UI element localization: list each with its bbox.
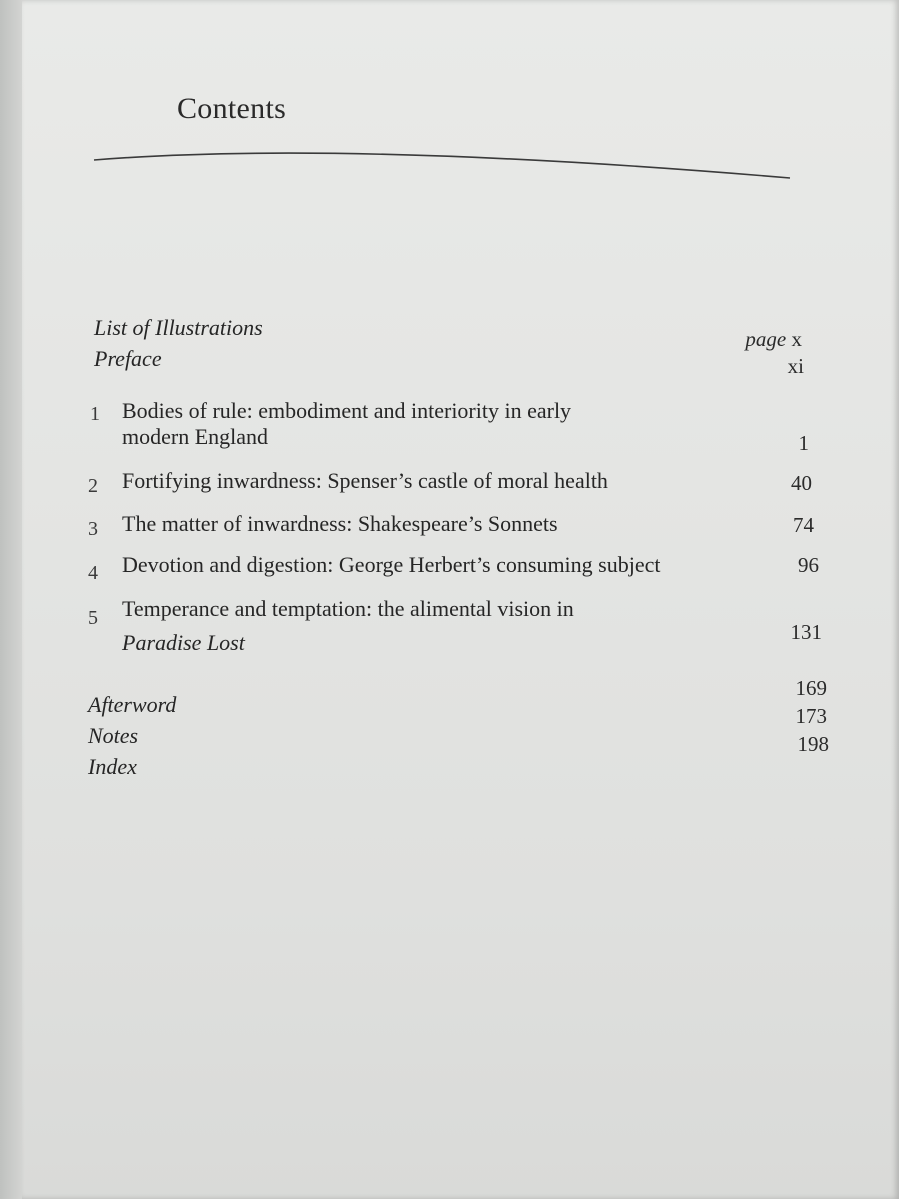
toc-entry-index: Index [88, 754, 137, 779]
toc-page-preface: xi [787, 354, 804, 378]
chapter-number: 5 [88, 607, 98, 629]
chapter-title-line: Bodies of rule: embodiment and interiority in early [122, 398, 572, 423]
chapter-page: 96 [798, 553, 819, 577]
toc-page-index: 198 [797, 732, 829, 756]
spine-shadow [0, 0, 22, 1199]
book-page [22, 0, 899, 1199]
chapter-number: 3 [88, 518, 98, 540]
page-prefix: page [745, 327, 787, 351]
title-rule [92, 140, 792, 184]
chapter-title-line: Devotion and digestion: George Herbert’s consuming subject [122, 552, 661, 577]
chapter-title-line: Fortifying inwardness: Spenser’s castle of moral health [122, 468, 608, 493]
toc-page-list-of-illustrations [745, 327, 802, 352]
page-title: Contents [177, 92, 287, 125]
toc-entry-afterword: Afterword [88, 692, 177, 717]
chapter-page: 131 [790, 620, 822, 644]
toc-entry-preface: Preface [94, 346, 162, 371]
page-number: x [791, 327, 802, 351]
chapter-title-line: modern England [122, 424, 269, 449]
chapter-title-line: Temperance and temptation: the alimental vision in [122, 596, 574, 621]
toc-page-afterword: 169 [795, 676, 827, 700]
chapter-page: 74 [793, 513, 814, 537]
chapter-page: 1 [798, 431, 809, 455]
chapter-number: 4 [88, 562, 98, 584]
chapter-title-line: The matter of inwardness: Shakespeare’s Sonnets [122, 511, 558, 536]
chapter-title-line: Paradise Lost [122, 630, 245, 655]
toc-entry-notes: Notes [88, 723, 139, 748]
toc-page-notes: 173 [795, 704, 827, 728]
chapter-page: 40 [791, 471, 812, 495]
chapter-number: 1 [90, 403, 100, 425]
chapter-number: 2 [88, 475, 98, 497]
toc-entry-list-of-illustrations: List of Illustrations [94, 315, 263, 340]
